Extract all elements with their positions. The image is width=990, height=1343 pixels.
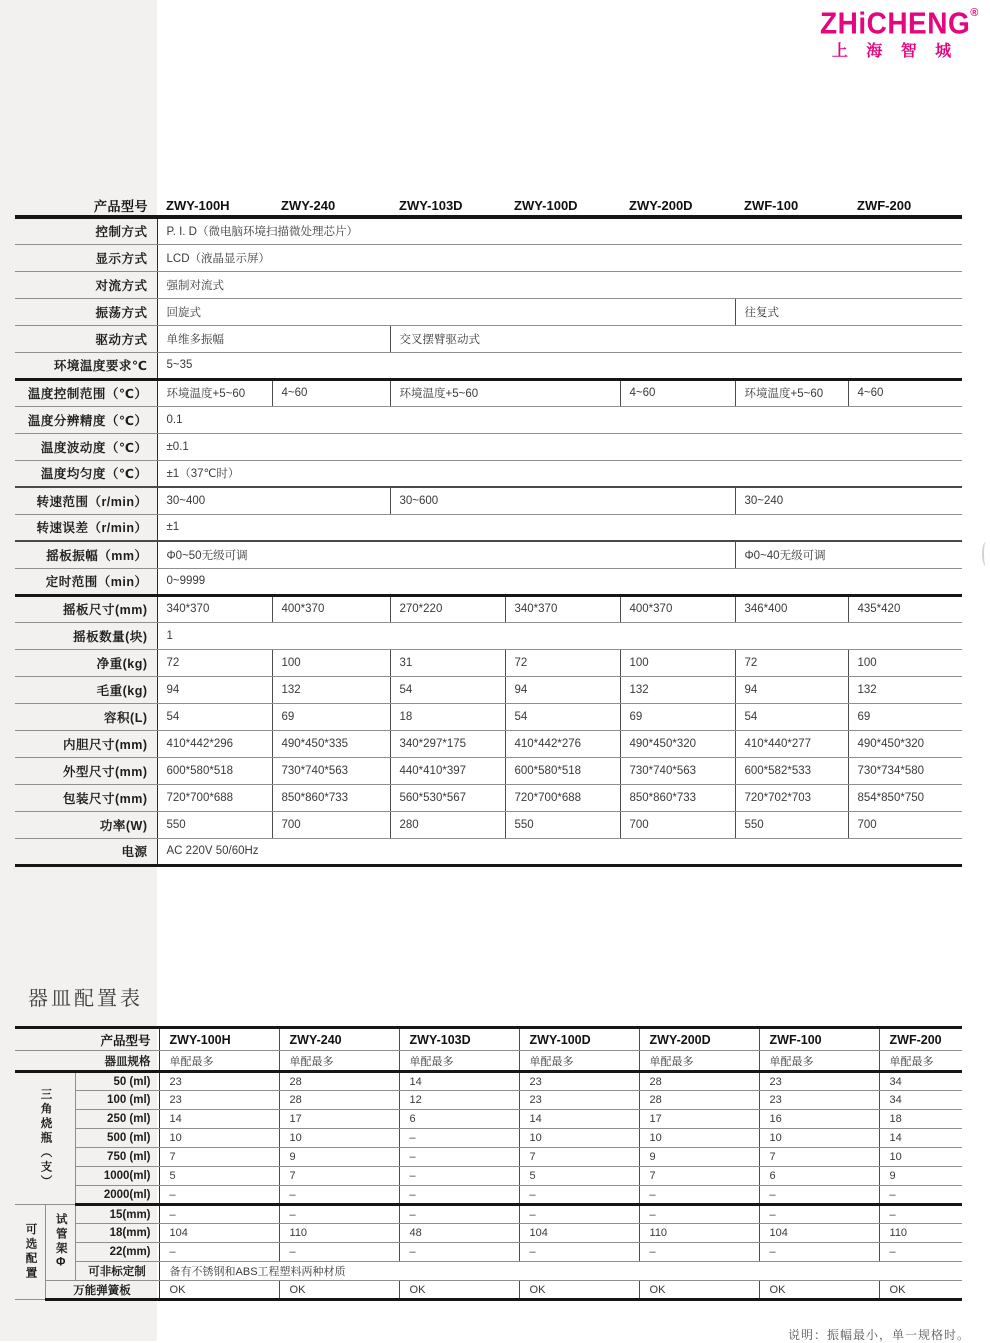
table-row	[15, 1072, 962, 1091]
spec-row-label: 控制方式	[15, 217, 157, 244]
vessel-value: 104	[159, 1224, 279, 1243]
table-row	[15, 487, 962, 514]
spec-value: 700	[848, 811, 962, 838]
vessel-value: –	[879, 1243, 962, 1262]
spec-value: 132	[620, 676, 735, 703]
spec-value: 72	[505, 649, 620, 676]
spec-row-label: 显示方式	[15, 244, 157, 271]
vessel-value: –	[399, 1148, 519, 1167]
spec-value: Φ0~40无级可调	[735, 541, 962, 568]
spec-value: 730*734*580	[848, 757, 962, 784]
table-row	[15, 1129, 962, 1148]
table-row	[15, 1205, 962, 1224]
vessel-value: 5	[519, 1167, 639, 1186]
vessel-value: 104	[519, 1224, 639, 1243]
vessel-value: –	[159, 1243, 279, 1262]
model-header: ZWY-103D	[390, 195, 505, 217]
vessel-value: 23	[519, 1091, 639, 1110]
vessel-spec-value: 单配最多	[879, 1051, 962, 1072]
vessel-value: 23	[159, 1091, 279, 1110]
table-row	[15, 1148, 962, 1167]
vessel-value: OK	[879, 1281, 962, 1300]
table-row	[15, 460, 962, 487]
table-row	[15, 730, 962, 757]
vessel-value: 23	[759, 1072, 879, 1091]
spec-value: 54	[390, 676, 505, 703]
table-row	[15, 1262, 962, 1281]
vessel-table	[15, 1026, 962, 1301]
vessel-value: 7	[159, 1148, 279, 1167]
spec-row-label: 外型尺寸(mm)	[15, 757, 157, 784]
spec-row-label: 温度控制范围（℃）	[15, 379, 157, 406]
spec-value: Φ0~50无级可调	[157, 541, 735, 568]
vessel-value: 14	[159, 1110, 279, 1129]
vessel-value: OK	[159, 1281, 279, 1300]
spec-value: 69	[848, 703, 962, 730]
spec-value: 600*580*518	[505, 757, 620, 784]
table-row	[15, 1028, 962, 1051]
vessel-row-label: 1000(ml)	[75, 1167, 159, 1186]
table-row	[15, 1281, 962, 1300]
vessel-value: 28	[279, 1091, 399, 1110]
table-row	[15, 1091, 962, 1110]
spec-value: 270*220	[390, 595, 505, 622]
spec-value: 交叉摆臂驱动式	[390, 325, 962, 352]
spec-value: 132	[272, 676, 390, 703]
vessel-spec-value: 单配最多	[279, 1051, 399, 1072]
vessel-value: 17	[279, 1110, 399, 1129]
spec-value: 1	[157, 622, 962, 649]
spec-value: 700	[272, 811, 390, 838]
spec-value: 54	[505, 703, 620, 730]
vessel-value: –	[879, 1205, 962, 1224]
vessel-value: –	[519, 1205, 639, 1224]
spec-value: 94	[735, 676, 848, 703]
vessel-row-label: 250 (ml)	[75, 1110, 159, 1129]
vessel-spec-value: 单配最多	[159, 1051, 279, 1072]
vessel-value: –	[639, 1243, 759, 1262]
vessel-value: 10	[759, 1129, 879, 1148]
spec-value: 72	[735, 649, 848, 676]
spec-value: 54	[157, 703, 272, 730]
vessel-row-label: 万能弹簧板	[45, 1281, 159, 1300]
vessel-value: –	[159, 1205, 279, 1224]
spec-value: 720*702*703	[735, 784, 848, 811]
spec-value: 4~60	[272, 379, 390, 406]
table-row	[15, 784, 962, 811]
model-header: ZWY-200D	[620, 195, 735, 217]
vessel-value: OK	[399, 1281, 519, 1300]
vessel-row-label: 50 (ml)	[75, 1072, 159, 1091]
spec-value: 700	[620, 811, 735, 838]
table-row	[15, 298, 962, 325]
vessel-value: 7	[639, 1167, 759, 1186]
vessel-value: –	[759, 1243, 879, 1262]
spec-value: 18	[390, 703, 505, 730]
spec-row-label: 摇板振幅（mm）	[15, 541, 157, 568]
spec-value: 850*860*733	[620, 784, 735, 811]
vessel-value: –	[159, 1186, 279, 1205]
brand-subtitle: 上 海 智 城	[831, 43, 959, 60]
vessel-value: 23	[759, 1091, 879, 1110]
vessel-value: 备有不锈钢和ABS工程塑料两种材质	[159, 1262, 962, 1281]
table-row	[15, 541, 962, 568]
spec-row-label: 包装尺寸(mm)	[15, 784, 157, 811]
spec-value: 550	[157, 811, 272, 838]
vessel-row-label: 15(mm)	[75, 1205, 159, 1224]
vessel-value: 110	[879, 1224, 962, 1243]
vessel-value: –	[519, 1243, 639, 1262]
vessel-value: –	[399, 1186, 519, 1205]
spec-value: 0~9999	[157, 568, 962, 595]
vessel-value: 6	[759, 1167, 879, 1186]
spec-value: 54	[735, 703, 848, 730]
vessel-value: –	[399, 1243, 519, 1262]
table-row	[15, 811, 962, 838]
spec-row-label: 定时范围（min）	[15, 568, 157, 595]
spec-value: 环境温度+5~60	[157, 379, 272, 406]
table-row	[15, 217, 962, 244]
table-row	[15, 514, 962, 541]
vessel-header-label: 产品型号	[15, 1028, 159, 1051]
vessel-spec-value: 单配最多	[399, 1051, 519, 1072]
vessel-value: 34	[879, 1091, 962, 1110]
vessel-value: –	[879, 1186, 962, 1205]
model-header: ZWF-200	[848, 195, 962, 217]
spec-value: 69	[272, 703, 390, 730]
spec-row-label: 毛重(kg)	[15, 676, 157, 703]
table-row	[15, 352, 962, 379]
optional-group-label: 可选配置	[15, 1205, 45, 1300]
model-header: ZWF-100	[759, 1028, 879, 1051]
spec-value: 600*580*518	[157, 757, 272, 784]
spec-value: 490*450*320	[620, 730, 735, 757]
vessel-value: 28	[639, 1091, 759, 1110]
vessel-value: 14	[399, 1072, 519, 1091]
spec-row-label: 温度波动度（℃）	[15, 433, 157, 460]
spec-value: 69	[620, 703, 735, 730]
spec-value: 100	[272, 649, 390, 676]
spec-value: 280	[390, 811, 505, 838]
table-row	[15, 676, 962, 703]
spec-value: 31	[390, 649, 505, 676]
vessel-spec-value: 单配最多	[519, 1051, 639, 1072]
spec-value: 410*442*276	[505, 730, 620, 757]
footnote: 说明：振幅最小，单一规格时。	[787, 1328, 970, 1342]
table-row	[15, 1186, 962, 1205]
table-row	[15, 622, 962, 649]
table-row	[15, 1051, 962, 1072]
spec-row-label: 功率(W)	[15, 811, 157, 838]
spec-value: 单维多振幅	[157, 325, 390, 352]
spec-value: 340*297*175	[390, 730, 505, 757]
vessel-value: 10	[639, 1129, 759, 1148]
vessel-value: –	[759, 1205, 879, 1224]
table-row	[15, 568, 962, 595]
spec-value: 720*700*688	[505, 784, 620, 811]
vessel-value: 9	[879, 1167, 962, 1186]
vessel-value: –	[399, 1129, 519, 1148]
vessel-value: 6	[399, 1110, 519, 1129]
spec-value: 560*530*567	[390, 784, 505, 811]
vessel-value: OK	[519, 1281, 639, 1300]
flask-group-label: 三角烧瓶（支）	[15, 1072, 75, 1205]
vessel-value: 18	[879, 1110, 962, 1129]
spec-value: ±0.1	[157, 433, 962, 460]
spec-value: 435*420	[848, 595, 962, 622]
spec-value: 环境温度+5~60	[735, 379, 848, 406]
vessel-value: 7	[759, 1148, 879, 1167]
vessel-value: 17	[639, 1110, 759, 1129]
spec-value: 100	[848, 649, 962, 676]
table-row	[15, 757, 962, 784]
spec-value: 30~400	[157, 487, 390, 514]
brand-logo	[820, 6, 979, 60]
model-header: ZWY-100H	[159, 1028, 279, 1051]
spec-value: 410*442*296	[157, 730, 272, 757]
spec-value: 440*410*397	[390, 757, 505, 784]
vessel-value: 5	[159, 1167, 279, 1186]
vessel-row-label: 750 (ml)	[75, 1148, 159, 1167]
model-header: ZWY-100D	[505, 195, 620, 217]
spec-value: 730*740*563	[620, 757, 735, 784]
spec-value: 720*700*688	[157, 784, 272, 811]
vessel-value: –	[519, 1186, 639, 1205]
vessel-value: –	[279, 1205, 399, 1224]
table-row	[15, 1224, 962, 1243]
registered-trademark-icon: ®	[970, 7, 979, 19]
model-header: ZWF-200	[879, 1028, 962, 1051]
vessel-value: 23	[519, 1072, 639, 1091]
table-row	[15, 595, 962, 622]
vessel-row-label: 22(mm)	[75, 1243, 159, 1262]
vessel-value: 110	[639, 1224, 759, 1243]
spec-value: 400*370	[272, 595, 390, 622]
spec-value: 340*370	[157, 595, 272, 622]
model-header: ZWY-200D	[639, 1028, 759, 1051]
spec-value: 环境温度+5~60	[390, 379, 620, 406]
spec-row-label: 温度分辨精度（℃）	[15, 406, 157, 433]
vessel-value: –	[279, 1186, 399, 1205]
spec-value: 340*370	[505, 595, 620, 622]
table-row	[15, 244, 962, 271]
spec-value: ±1（37℃时）	[157, 460, 962, 487]
vessel-row-label: 2000(ml)	[75, 1186, 159, 1205]
spec-value: 4~60	[848, 379, 962, 406]
spec-value: 600*582*533	[735, 757, 848, 784]
table-row	[15, 838, 962, 865]
vessel-value: 34	[879, 1072, 962, 1091]
vessel-spec-label: 器皿规格	[15, 1051, 159, 1072]
vessel-value: 9	[639, 1148, 759, 1167]
spec-value: 132	[848, 676, 962, 703]
vessel-value: 10	[279, 1129, 399, 1148]
spec-value: AC 220V 50/60Hz	[157, 838, 962, 865]
spec-value: P. I. D（微电脑环境扫描微处理芯片）	[157, 217, 962, 244]
rack-group-label: 试管架Φ	[45, 1205, 75, 1281]
vessel-row-label: 100 (ml)	[75, 1091, 159, 1110]
vessel-value: 12	[399, 1091, 519, 1110]
spec-row-label: 对流方式	[15, 271, 157, 298]
vessel-value: 28	[279, 1072, 399, 1091]
spec-value: 回旋式	[157, 298, 735, 325]
spec-value: 30~600	[390, 487, 735, 514]
model-header: ZWY-100D	[519, 1028, 639, 1051]
table-row	[15, 433, 962, 460]
spec-table	[15, 195, 962, 867]
spec-value: 854*850*750	[848, 784, 962, 811]
brand-wordmark: ZHiCHENG	[820, 6, 971, 41]
spec-value: 强制对流式	[157, 271, 962, 298]
table-row	[15, 271, 962, 298]
spec-value: LCD（液晶显示屏）	[157, 244, 962, 271]
model-header: ZWY-103D	[399, 1028, 519, 1051]
spec-row-label: 电源	[15, 838, 157, 865]
vessel-value: 10	[879, 1148, 962, 1167]
spec-value: 72	[157, 649, 272, 676]
table-row	[15, 1110, 962, 1129]
spec-value: 730*740*563	[272, 757, 390, 784]
spec-row-label: 振荡方式	[15, 298, 157, 325]
spec-value: 往复式	[735, 298, 962, 325]
spec-value: 0.1	[157, 406, 962, 433]
spec-row-label: 容积(L)	[15, 703, 157, 730]
vessel-row-label: 18(mm)	[75, 1224, 159, 1243]
vessel-value: –	[399, 1205, 519, 1224]
vessel-value: –	[639, 1205, 759, 1224]
spec-header-label: 产品型号	[15, 195, 157, 217]
vessel-value: OK	[639, 1281, 759, 1300]
spec-value: 850*860*733	[272, 784, 390, 811]
vessel-spec-value: 单配最多	[639, 1051, 759, 1072]
vessel-value: 10	[519, 1129, 639, 1148]
vessel-value: OK	[279, 1281, 399, 1300]
vessel-value: –	[639, 1186, 759, 1205]
vessel-row-label: 500 (ml)	[75, 1129, 159, 1148]
page-edge-mark	[982, 542, 990, 566]
vessel-value: 48	[399, 1224, 519, 1243]
vessel-value: 110	[279, 1224, 399, 1243]
spec-value: 4~60	[620, 379, 735, 406]
vessel-value: 9	[279, 1148, 399, 1167]
vessel-value: 14	[519, 1110, 639, 1129]
spec-row-label: 转速范围（r/min）	[15, 487, 157, 514]
vessel-value: –	[759, 1186, 879, 1205]
spec-row-label: 净重(kg)	[15, 649, 157, 676]
spec-row-label: 环境温度要求℃	[15, 352, 157, 379]
vessel-row-label: 可非标定制	[75, 1262, 159, 1281]
model-header: ZWY-100H	[157, 195, 272, 217]
table-row	[15, 1167, 962, 1186]
table-row	[15, 406, 962, 433]
vessel-table-title: 器皿配置表	[28, 988, 143, 1010]
spec-value: 100	[620, 649, 735, 676]
spec-value: ±1	[157, 514, 962, 541]
spec-value: 94	[157, 676, 272, 703]
model-header: ZWF-100	[735, 195, 848, 217]
spec-value: 30~240	[735, 487, 962, 514]
spec-row-label: 内胆尺寸(mm)	[15, 730, 157, 757]
spec-value: 5~35	[157, 352, 962, 379]
table-row	[15, 1243, 962, 1262]
model-header: ZWY-240	[279, 1028, 399, 1051]
spec-value: 550	[735, 811, 848, 838]
table-row	[15, 649, 962, 676]
spec-value: 400*370	[620, 595, 735, 622]
spec-value: 490*450*320	[848, 730, 962, 757]
spec-value: 410*440*277	[735, 730, 848, 757]
vessel-value: 7	[519, 1148, 639, 1167]
vessel-spec-value: 单配最多	[759, 1051, 879, 1072]
table-row	[15, 325, 962, 352]
spec-value: 94	[505, 676, 620, 703]
spec-row-label: 摇板尺寸(mm)	[15, 595, 157, 622]
vessel-value: OK	[759, 1281, 879, 1300]
vessel-value: –	[399, 1167, 519, 1186]
spec-row-label: 转速误差（r/min）	[15, 514, 157, 541]
table-row	[15, 703, 962, 730]
spec-row-label: 摇板数量(块)	[15, 622, 157, 649]
spec-value: 346*400	[735, 595, 848, 622]
vessel-value: 10	[159, 1129, 279, 1148]
spec-row-label: 驱动方式	[15, 325, 157, 352]
spec-value: 550	[505, 811, 620, 838]
model-header: ZWY-240	[272, 195, 390, 217]
table-row	[15, 195, 962, 217]
vessel-value: 104	[759, 1224, 879, 1243]
vessel-value: 23	[159, 1072, 279, 1091]
vessel-value: 14	[879, 1129, 962, 1148]
spec-value: 490*450*335	[272, 730, 390, 757]
table-row	[15, 379, 962, 406]
vessel-value: –	[279, 1243, 399, 1262]
vessel-value: 7	[279, 1167, 399, 1186]
vessel-value: 28	[639, 1072, 759, 1091]
vessel-value: 16	[759, 1110, 879, 1129]
spec-row-label: 温度均匀度（℃）	[15, 460, 157, 487]
